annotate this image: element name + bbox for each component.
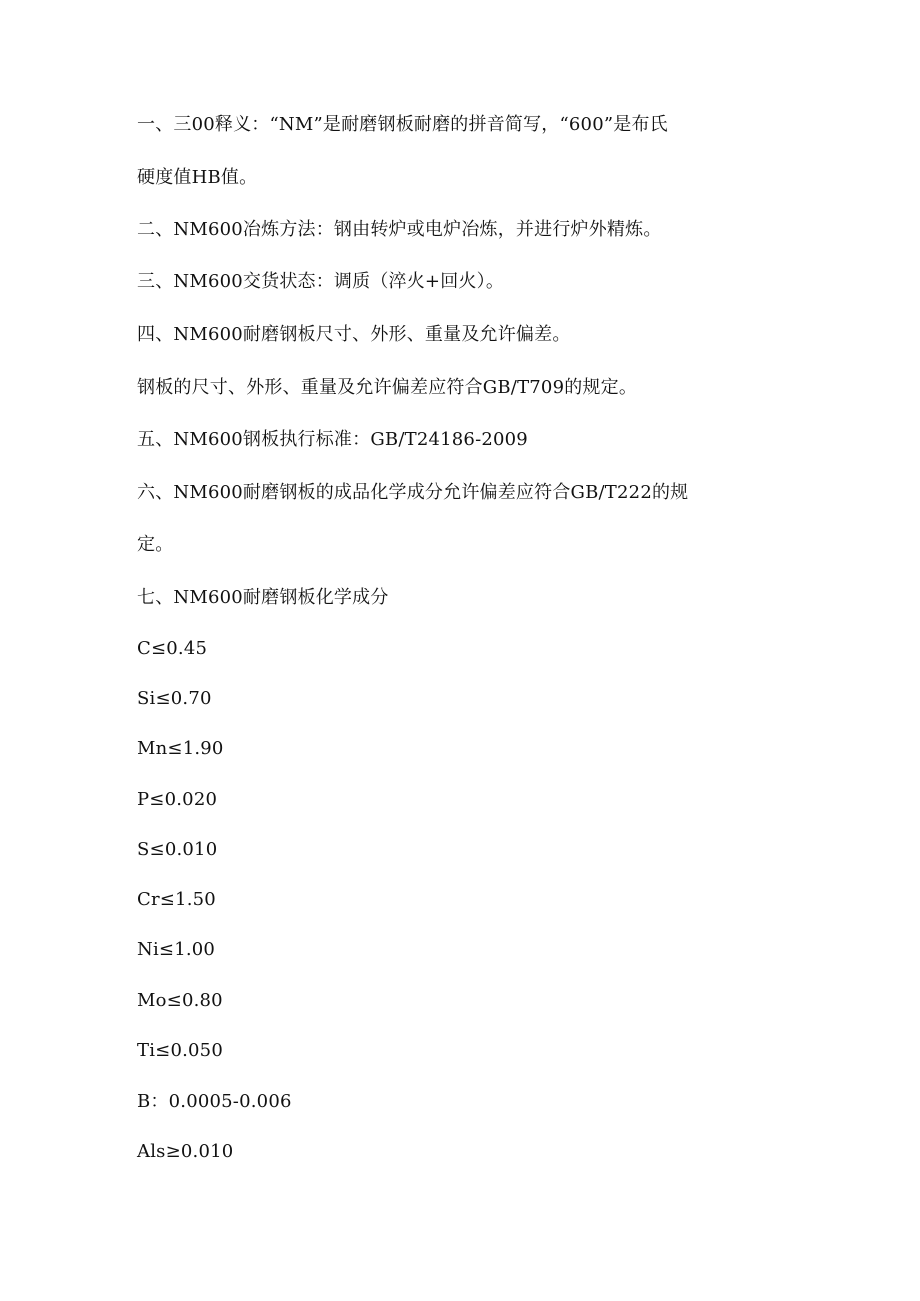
paragraph-delivery-state: 三、NM600交货状态：调质（淬火+回火）。 (137, 271, 505, 292)
composition-item-si: Si≤0.70 (137, 688, 212, 709)
composition-item-mn: Mn≤1.90 (137, 738, 224, 759)
composition-item-cr: Cr≤1.50 (137, 889, 216, 910)
composition-item-als: Als≥0.010 (137, 1141, 234, 1162)
composition-item-c: C≤0.45 (137, 638, 208, 659)
composition-item-s: S≤0.010 (137, 839, 218, 860)
paragraph-dimensions: 四、NM600耐磨钢板尺寸、外形、重量及允许偏差。 (137, 324, 571, 345)
paragraph-composition-tolerance: 六、NM600耐磨钢板的成品化学成分允许偏差应符合GB/T222的规 (137, 482, 689, 503)
paragraph-definition-continued: 硬度值HB值。 (137, 167, 258, 188)
paragraph-definition: 一、三00释义：“NM”是耐磨钢板耐磨的拼音简写，“600”是布氏 (137, 114, 668, 135)
paragraph-execution-standard: 五、NM600钢板执行标准：GB/T24186-2009 (137, 429, 528, 450)
paragraph-smelting-method: 二、NM600冶炼方法：钢由转炉或电炉冶炼，并进行炉外精炼。 (137, 219, 662, 240)
composition-item-p: P≤0.020 (137, 789, 218, 810)
paragraph-composition-tolerance-continued: 定。 (137, 534, 174, 555)
paragraph-dimensions-standard: 钢板的尺寸、外形、重量及允许偏差应符合GB/T709的规定。 (137, 377, 638, 398)
composition-item-ni: Ni≤1.00 (137, 939, 216, 960)
paragraph-chemical-composition-heading: 七、NM600耐磨钢板化学成分 (137, 587, 389, 608)
composition-item-ti: Ti≤0.050 (137, 1040, 223, 1061)
composition-item-mo: Mo≤0.80 (137, 990, 223, 1011)
composition-item-b: B：0.0005-0.006 (137, 1091, 292, 1112)
